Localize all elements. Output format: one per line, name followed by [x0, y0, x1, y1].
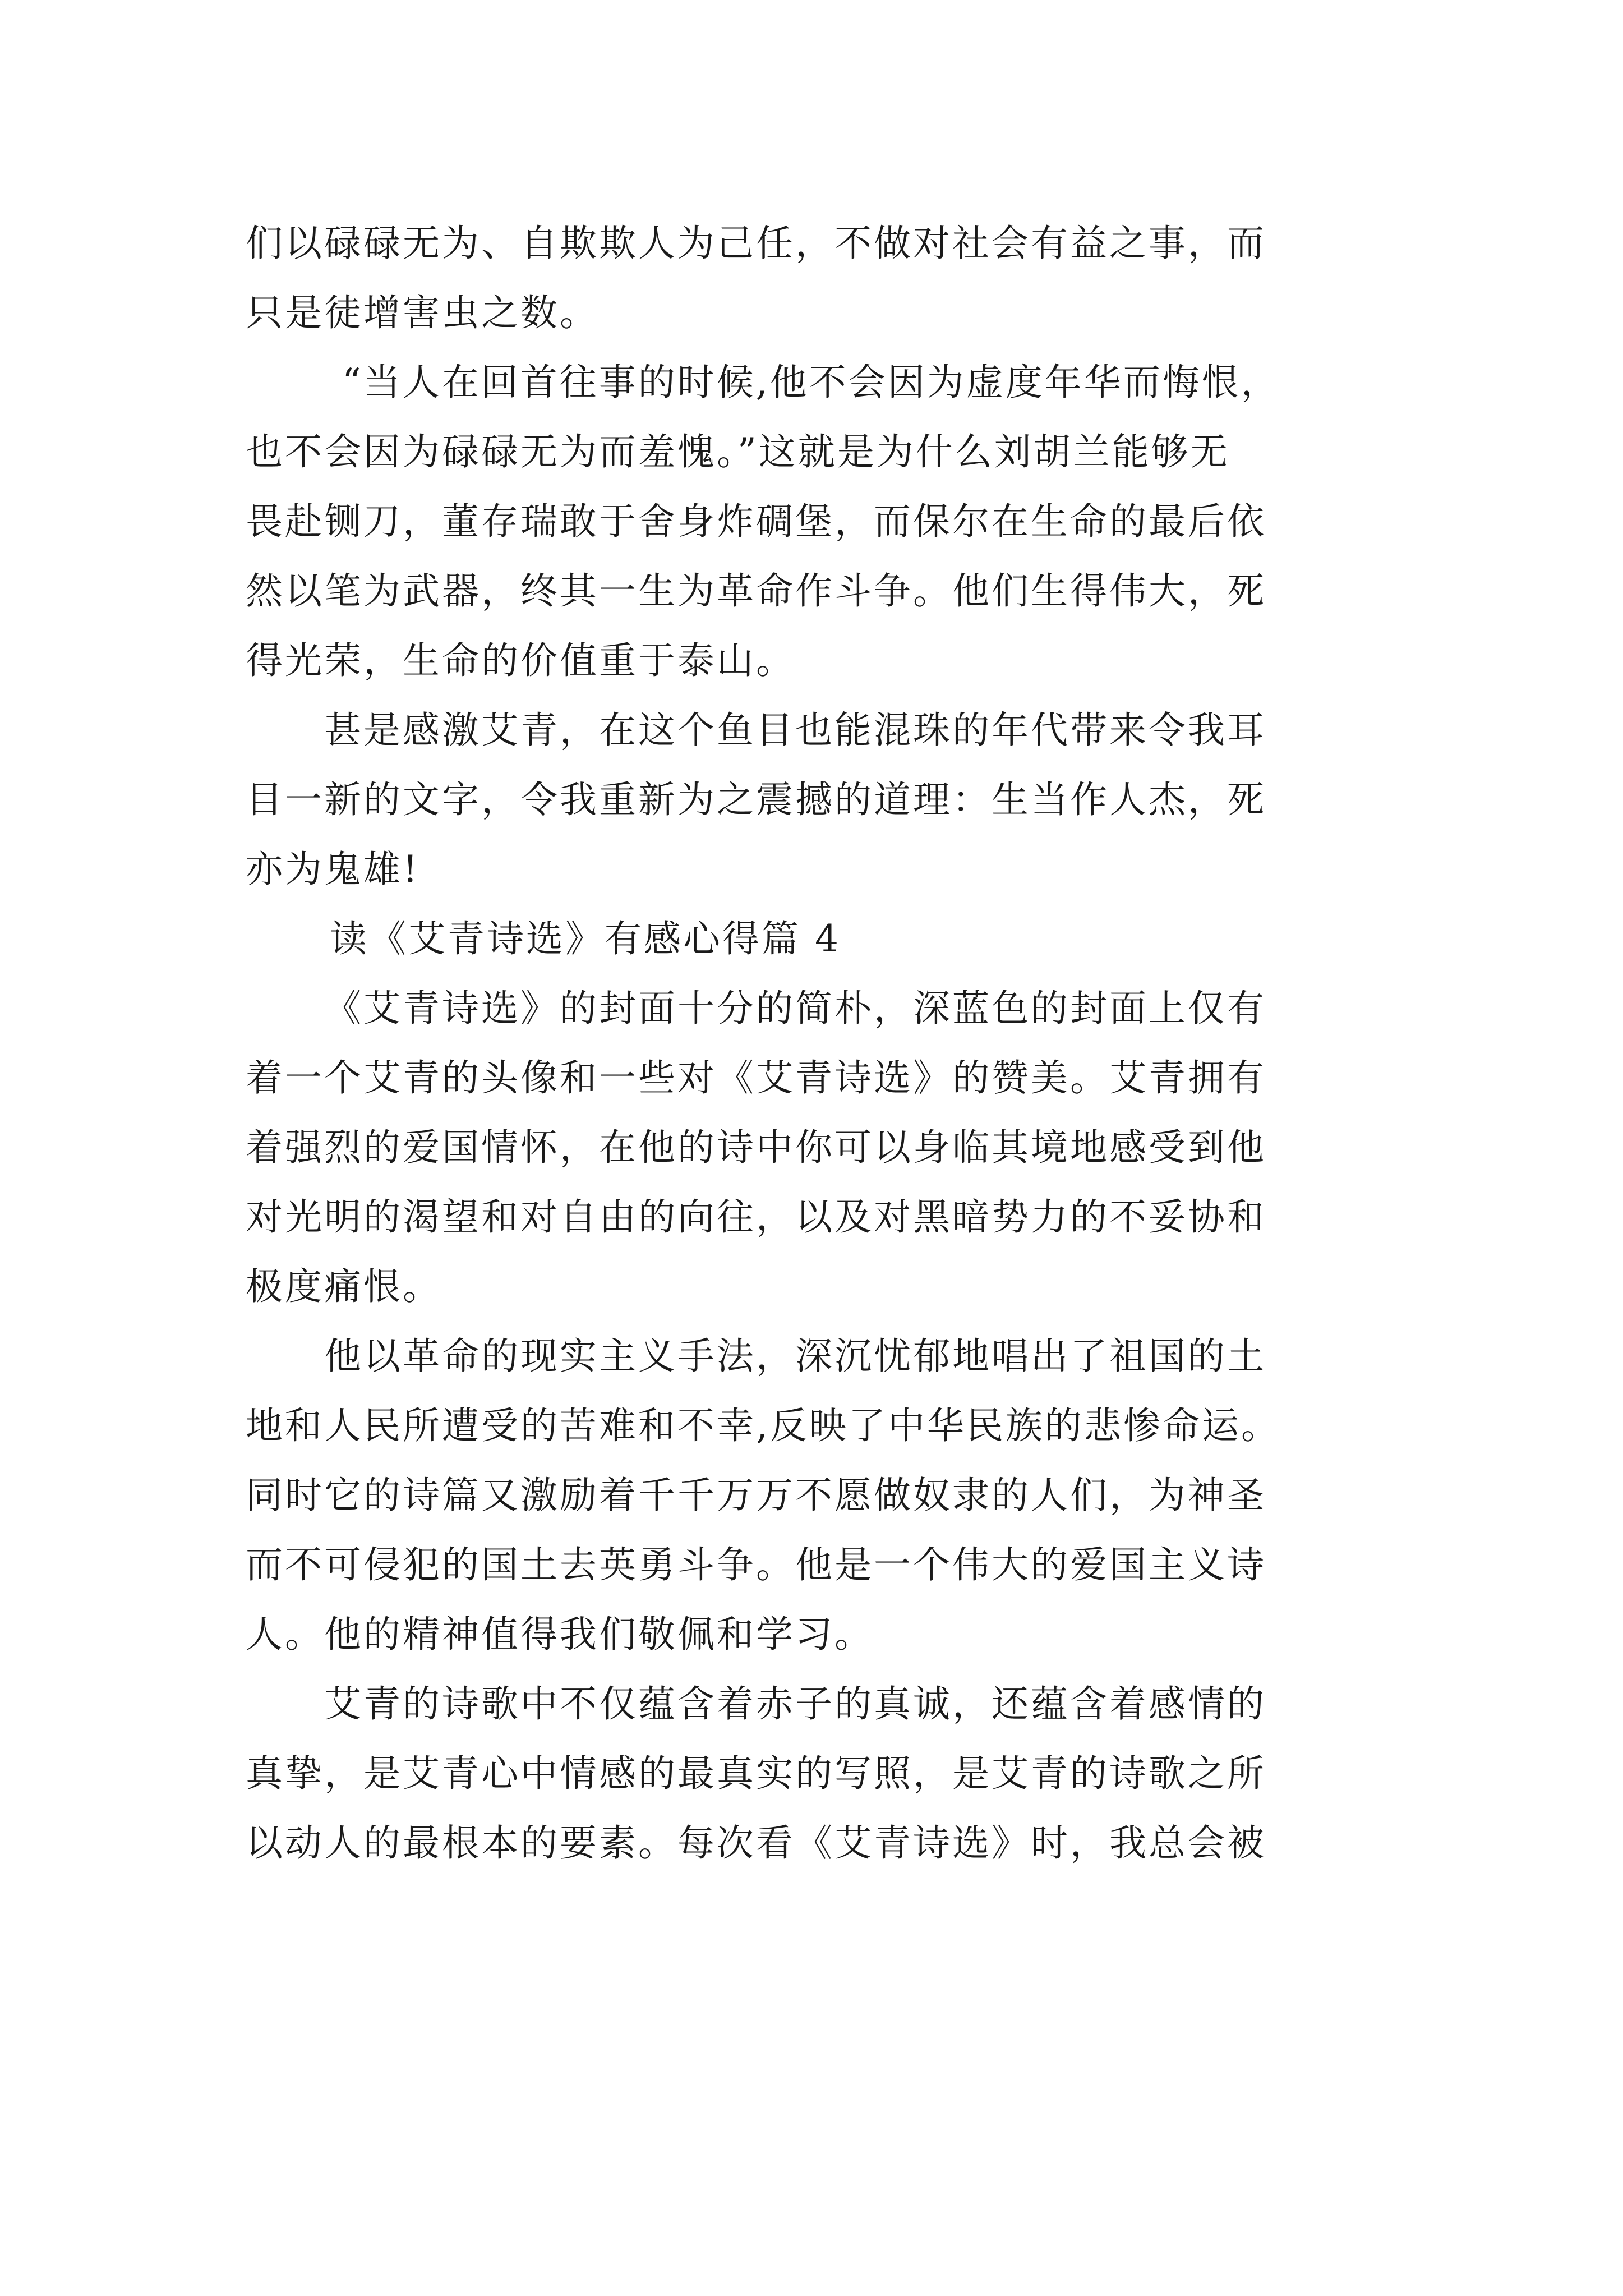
text-line: 地和人民所遭受的苦难和不幸,反映了中华民族的悲惨命运。: [246, 1404, 1280, 1447]
text-line: 然以笔为武器，终其一生为革命作斗争。他们生得伟大，死: [246, 569, 1266, 613]
text-line: 们以碌碌无为、自欺欺人为己任，不做对社会有益之事，而: [246, 222, 1266, 265]
text-line: 《艾青诗选》的封面十分的简朴，深蓝色的封面上仅有: [324, 987, 1266, 1030]
text-line: 他以革命的现实主义手法，深沉忧郁地唱出了祖国的土: [324, 1335, 1266, 1378]
document-body: [246, 209, 1373, 1878]
text-line: 着一个艾青的头像和一些对《艾青诗选》的赞美。艾青拥有: [246, 1056, 1266, 1099]
text-line: 畏赴铡刀，董存瑞敢于舍身炸碉堡，而保尔在生命的最后依: [246, 500, 1266, 543]
text-line: 而不可侵犯的国土去英勇斗争。他是一个伟大的爱国主义诗: [246, 1543, 1266, 1586]
text-line: 得光荣，生命的价值重于泰山。: [246, 639, 795, 682]
text-line: 目一新的文字，令我重新为之震撼的道理：生当作人杰，死: [246, 778, 1266, 821]
text-line: 艾青的诗歌中不仅蕴含着赤子的真诚，还蕴含着感情的: [324, 1682, 1266, 1726]
section-heading: 读《艾青诗选》有感心得篇 4: [330, 917, 841, 960]
text-line: 甚是感激艾青，在这个鱼目也能混珠的年代带来令我耳: [324, 708, 1266, 752]
text-line: 也不会因为碌碌无为而羞愧。”这就是为什么刘胡兰能够无: [246, 430, 1230, 473]
text-line: 着强烈的爱国情怀，在他的诗中你可以身临其境地感受到他: [246, 1126, 1266, 1169]
text-line: 以动人的最根本的要素。每次看《艾青诗选》时，我总会被: [246, 1821, 1266, 1865]
text-line: 亦为鬼雄!: [246, 848, 420, 891]
text-line: “当人在回首往事的时候,他不会因为虚度年华而悔恨，: [342, 361, 1280, 404]
text-line: 同时它的诗篇又激励着千千万万不愿做奴隶的人们，为神圣: [246, 1474, 1266, 1517]
text-line: 对光明的渴望和对自由的向往，以及对黑暗势力的不妥协和: [246, 1195, 1266, 1239]
text-line: 人。他的精神值得我们敬佩和学习。: [246, 1613, 874, 1656]
text-line: 真挚，是艾青心中情感的最真实的写照，是艾青的诗歌之所: [246, 1752, 1266, 1795]
text-line: 极度痛恨。: [246, 1265, 442, 1308]
text-line: 只是徒增害虫之数。: [246, 291, 599, 334]
